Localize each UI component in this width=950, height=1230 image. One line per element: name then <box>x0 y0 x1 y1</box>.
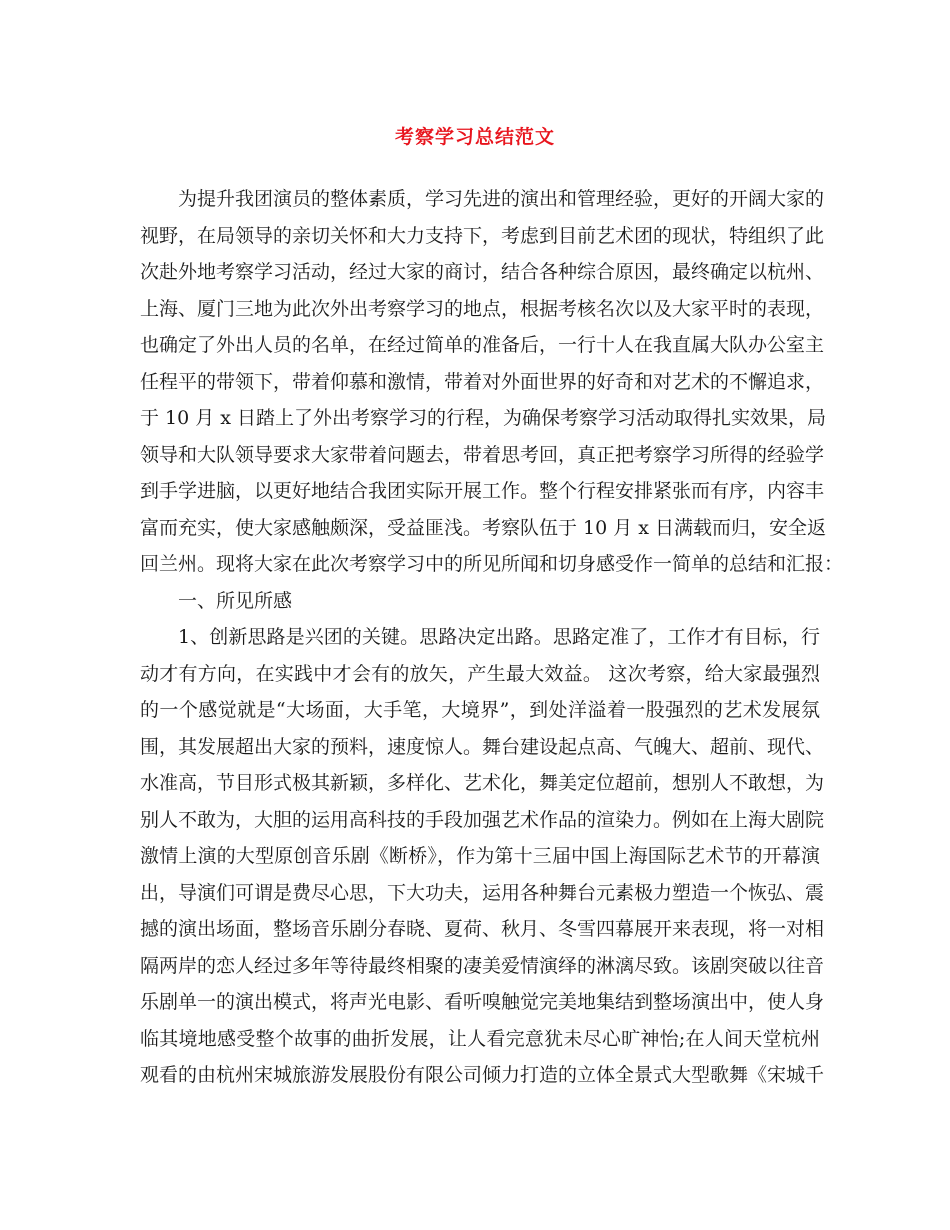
body-line: 的一个感觉就是“大场面，大手笔，大境界”，到处洋溢着一股强烈的艺术发展氛 <box>140 699 820 721</box>
body-line: 出，导演们可谓是费尽心思，下大功夫，运用各种舞台元素极力塑造一个恢弘、震 <box>140 881 825 904</box>
body-line: 于 10 月 x 日踏上了外出考察学习的行程，为确保考察学习活动取得扎实效果，局 <box>140 407 827 429</box>
body-line: 临其境地感受整个故事的曲折发展，让人看完意犹未尽心旷神怡;在人间天堂杭州 <box>140 1027 820 1050</box>
document-title: 考察学习总结范文 <box>394 126 555 148</box>
body-line: 回兰州。现将大家在此次考察学习中的所见所闻和切身感受作一简单的总结和汇报： <box>140 553 844 575</box>
body-line: 领导和大队领导要求大家带着问题去，带着思考回，真正把考察学习所得的经验学 <box>140 443 825 466</box>
body-line: 激情上演的大型原创音乐剧《断桥》，作为第十三届中国上海国际艺术节的开幕演 <box>140 845 820 867</box>
body-line: 到手学进脑，以更好地结合我团实际开展工作。整个行程安排紧张而有序，内容丰 <box>140 480 825 502</box>
body-line: 上海、厦门三地为此次外出考察学习的地点，根据考核名次以及大家平时的表现， <box>140 297 825 320</box>
body-line: 乐剧单一的演出模式，将声光电影、看听嗅触觉完美地集结到整场演出中，使人身 <box>140 991 825 1013</box>
body-line: 水准高，节目形式极其新颖，多样化、艺术化，舞美定位超前，想别人不敢想，为 <box>140 772 825 794</box>
body-line: 富而充实，使大家感触颇深，受益匪浅。考察队伍于 10 月 x 日满载而归，安全返 <box>140 516 827 539</box>
document-body <box>140 181 844 1094</box>
body-line: 为提升我团演员的整体素质，学习先进的演出和管理经验，更好的开阔大家的 <box>178 188 825 210</box>
section-heading: 一、所见所感 <box>178 589 293 612</box>
body-line: 隔两岸的恋人经过多年等待最终相聚的凄美爱情演绎的淋漓尽致。该剧突破以往音 <box>140 954 825 977</box>
body-line: 视野，在局领导的亲切关怀和大力支持下，考虑到目前艺术团的现状，特组织了此 <box>140 224 825 247</box>
body-line: 任程平的带领下，带着仰慕和激情，带着对外面世界的好奇和对艺术的不懈追求， <box>140 370 825 393</box>
body-line: 撼的演出场面，整场音乐剧分春晓、夏荷、秋月、冬雪四幕展开来表现，将一对相 <box>140 918 825 940</box>
body-line: 次赴外地考察学习活动，经过大家的商讨，结合各种综合原因，最终确定以杭州、 <box>140 261 825 283</box>
body-line: 围，其发展超出大家的预料，速度惊人。舞台建设起点高、气魄大、超前、现代、 <box>140 735 825 758</box>
body-line: 观看的由杭州宋城旅游发展股份有限公司倾力打造的立体全景式大型歌舞《宋城千 <box>140 1064 825 1086</box>
body-line: 1、创新思路是兴团的关键。思路决定出路。思路定准了，工作才有目标，行 <box>178 626 820 648</box>
body-line: 动才有方向，在实践中才会有的放矢，产生最大效益。 这次考察，给大家最强烈 <box>140 662 820 685</box>
body-line: 也确定了外出人员的名单，在经过简单的准备后，一行十人在我直属大队办公室主 <box>140 334 825 356</box>
body-line: 别人不敢为，大胆的运用高科技的手段加强艺术作品的渲染力。例如在上海大剧院 <box>140 808 825 831</box>
